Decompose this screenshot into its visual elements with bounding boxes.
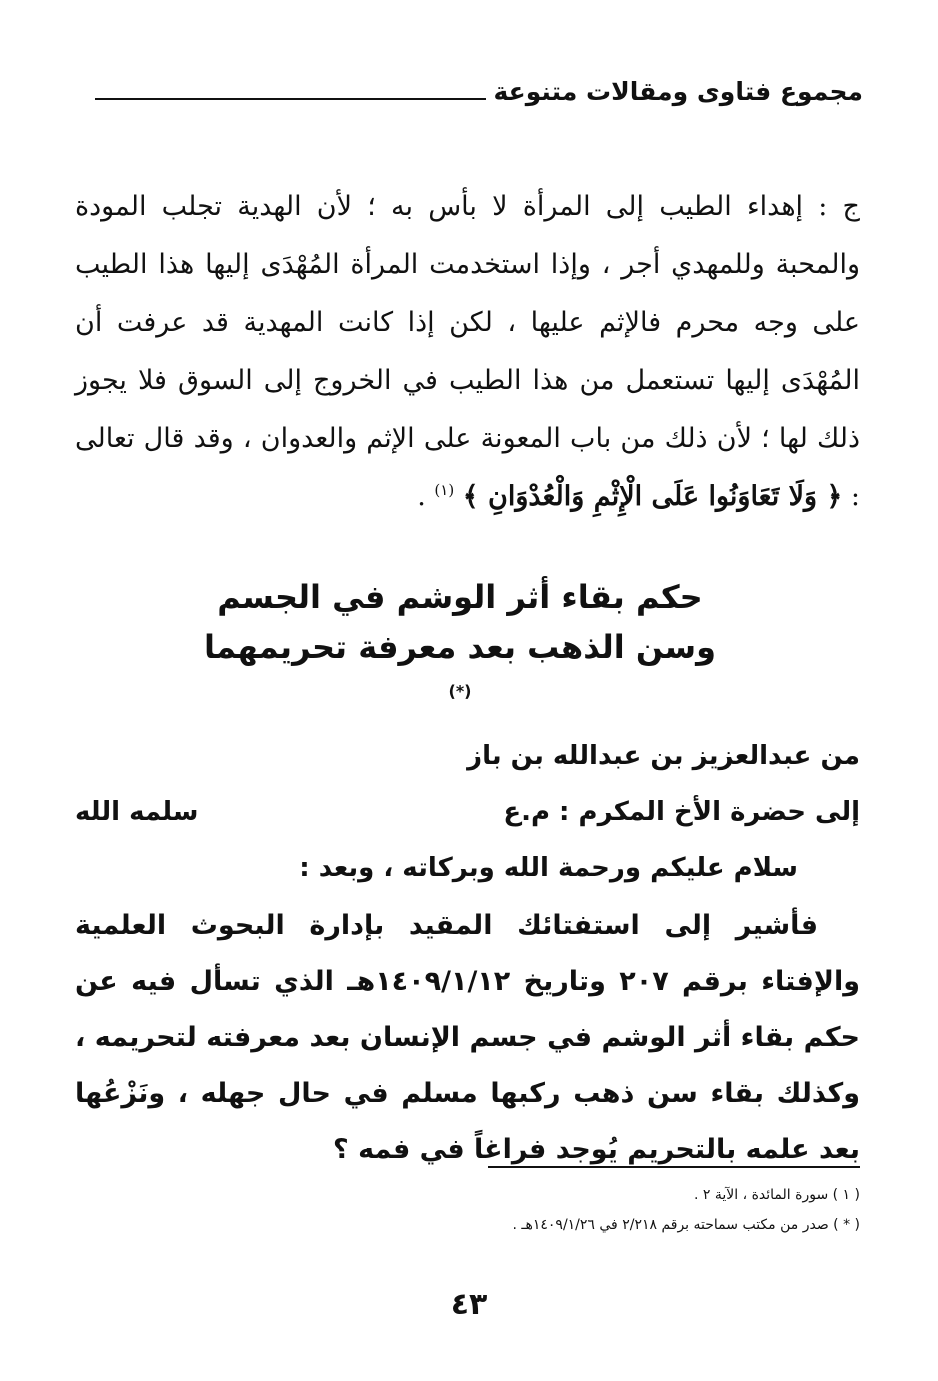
letter-greeting: سلام عليكم ورحمة الله وبركاته ، وبعد : [299, 853, 798, 883]
quran-verse: ﴿ وَلَا تَعَاوَنُوا عَلَى الْإِثْمِ وَالْعُدْوَانِ ﴾ [462, 481, 843, 512]
heading-line-1: حكم بقاء أثر الوشم في الجسم [217, 578, 703, 616]
footnote-star: ( * ) صدر من مكتب سماحته برقم ٢/٢١٨ في ١٤٠٩/١/٢٦هـ . [512, 1217, 860, 1233]
letter-salutation: سلمه الله [75, 797, 199, 827]
running-header-rule [95, 98, 486, 100]
letter [75, 728, 860, 1178]
footnote-ref-1: (١) [434, 481, 455, 499]
footnote-1: ( ١ ) سورة المائدة ، الآية ٢ . [693, 1187, 860, 1203]
heading-line-2 [190, 622, 730, 722]
letter-body: فأشير إلى استفتائك المقيد بإدارة البحوث العلمية والإفتاء برقم ٢٠٧ وتاريخ ١٤٠٩/١/١٢هـ الذي تسأل فيه عن حكم بقاء أثر الوشم في جسم الإنسان بعد معرفته لتحريمه ، وكذلك بقاء سن ذهب ركبها مسلم في حال جهله ، ونَزْعُها بعد علمه بالتحريم يُوجد فراغاً في فمه ؟ [75, 910, 861, 1165]
answer-text: ج : إهداء الطيب إلى المرأة لا بأس به ؛ لأن الهدية تجلب المودة والمحبة وللمهدي أجر ، وإذا استخدمت المرأة المُهْدَى إليها هذا الطيب على وجه محرم فالإثم عليها ، لكن إذا كانت المهدية قد عرفت أن المُهْدَى إليها تستعمل من هذا الطيب في الخروج إلى السوق فلا يجوز ذلك لها ؛ لأن ذلك من باب المعونة على الإثم والعدوان ، وقد قال تعالى : [75, 191, 860, 512]
letter-sender: من عبدالعزيز بن عبدالله بن باز [467, 741, 860, 771]
running-header [95, 68, 863, 108]
running-header-title: مجموع فتاوى ومقالات متنوعة [493, 77, 863, 106]
letter-recipient-row [75, 784, 860, 840]
answer-end: . [417, 481, 426, 512]
section-heading [190, 572, 730, 722]
answer-paragraph [75, 178, 860, 526]
footnote-separator [488, 1166, 860, 1168]
footnotes [75, 1180, 860, 1240]
letter-recipient: إلى حضرة الأخ المكرم : م.ع [503, 797, 860, 827]
footnote-ref-star: (*) [448, 681, 472, 701]
page-number: ٤٣ [450, 1287, 488, 1322]
heading-line-2-text: وسن الذهب بعد معرفة تحريمهما [204, 628, 716, 666]
